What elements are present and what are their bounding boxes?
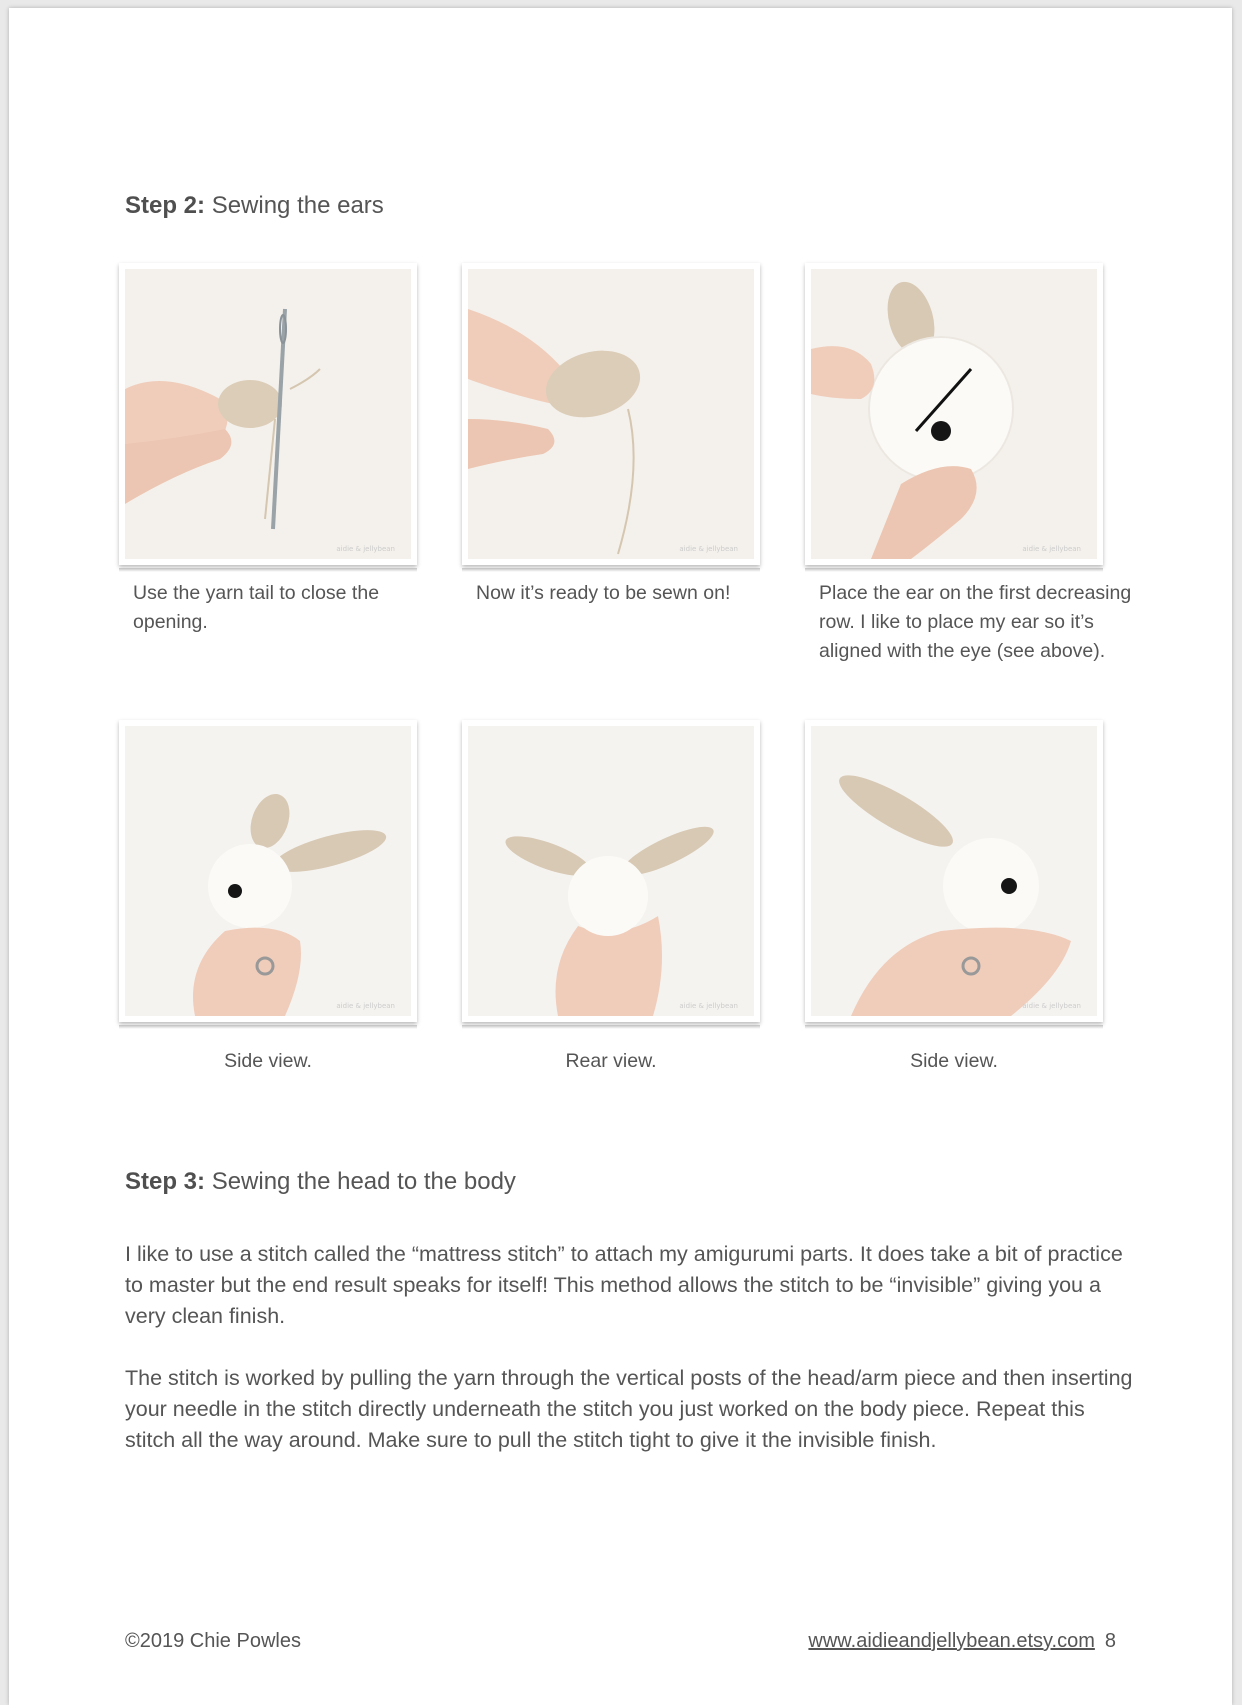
caption-side-view-2: Side view. bbox=[910, 1050, 998, 1072]
watermark: aidie & jellybean bbox=[1022, 1002, 1081, 1010]
photo-side-view-1 bbox=[119, 720, 417, 1022]
step-3-title: Sewing the head to the body bbox=[211, 1168, 516, 1195]
step-2-heading bbox=[125, 192, 384, 220]
caption-side-view-1: Side view. bbox=[224, 1050, 312, 1072]
photo-ear-ready bbox=[462, 263, 760, 565]
watermark: aidie & jellybean bbox=[1022, 545, 1081, 553]
photo-ear-placement bbox=[805, 263, 1103, 565]
page-number: 8 bbox=[1104, 1630, 1116, 1652]
step-3-paragraph: The stitch is worked by pulling the yarn through the vertical posts of the head/arm piece and then inserting your needle in the stitch directly underneath the stitch you just worked on the body piece. Repeat this stitch all the way around. Make sure to pull the stitch tight to give it the invisible finish. bbox=[125, 1366, 1133, 1452]
watermark: aidie & jellybean bbox=[336, 545, 395, 553]
photo-needle-close bbox=[119, 263, 417, 565]
watermark: aidie & jellybean bbox=[336, 1002, 395, 1010]
step-3-heading bbox=[125, 1168, 516, 1196]
watermark: aidie & jellybean bbox=[679, 1002, 738, 1010]
document-page bbox=[9, 8, 1232, 1705]
caption-rear-view: Rear view. bbox=[565, 1050, 657, 1072]
step-3-label: Step 3: bbox=[125, 1168, 206, 1195]
step-2-label: Step 2: bbox=[125, 192, 206, 219]
caption-ear-ready: Now it’s ready to be sewn on! bbox=[476, 582, 731, 604]
footer-right bbox=[808, 1630, 1116, 1653]
copyright: ©2019 Chie Powles bbox=[125, 1630, 301, 1652]
photo-rear-view bbox=[462, 720, 760, 1022]
watermark: aidie & jellybean bbox=[679, 545, 738, 553]
step-3-paragraph: I like to use a stitch called the “mattress stitch” to attach my amigurumi parts. It does take a bit of practice to master but the end result speaks for itself! This method allows the stitch to be “invisible” giving you a very clean finish. bbox=[125, 1242, 1123, 1328]
caption-needle-close: Use the yarn tail to close the opening. bbox=[133, 582, 380, 633]
shop-link[interactable]: www.aidieandjellybean.etsy.com bbox=[808, 1630, 1095, 1652]
step-2-title: Sewing the ears bbox=[211, 192, 384, 219]
caption-ear-placement: Place the ear on the first decreasing row. I like to place my ear so it’s aligned with the eye (see above). bbox=[819, 582, 1132, 662]
photo-side-view-2 bbox=[805, 720, 1103, 1022]
